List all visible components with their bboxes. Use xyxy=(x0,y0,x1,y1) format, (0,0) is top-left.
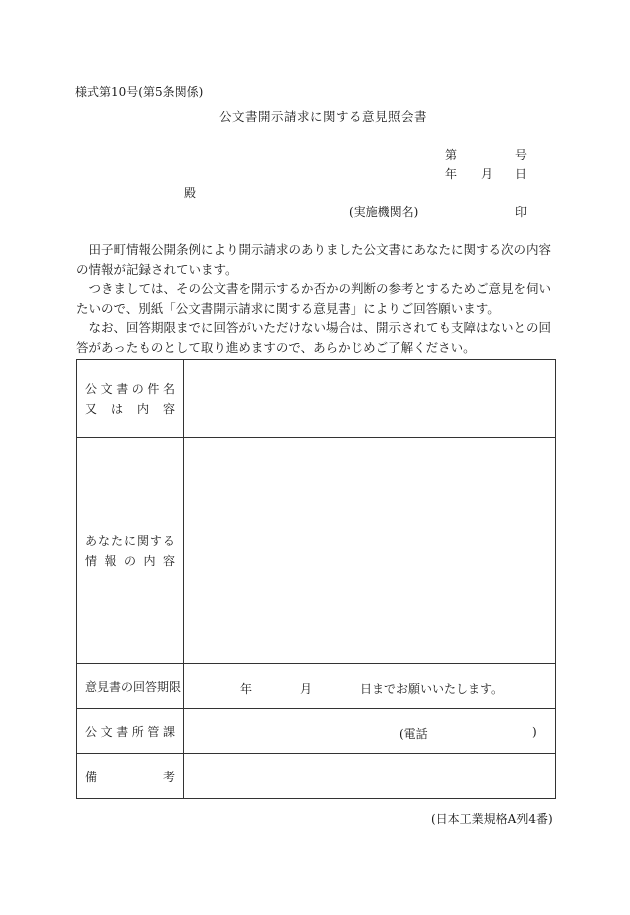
field-remarks[interactable] xyxy=(184,754,556,799)
label-line xyxy=(77,768,183,785)
deadline-day-text: 日までお願いいたします。 xyxy=(360,682,504,696)
paper-size-note: (日本工業規格A列4番) xyxy=(431,812,553,826)
label-info-content xyxy=(77,438,184,664)
label-char: る xyxy=(162,533,175,548)
label-document-subject xyxy=(77,360,184,438)
table-row-document-subject xyxy=(77,360,556,438)
label-char: 関 xyxy=(136,533,149,548)
label-line xyxy=(77,531,183,551)
deadline-year: 年 xyxy=(240,682,253,696)
label-char: 書 xyxy=(116,724,129,739)
label-char: 文 xyxy=(100,381,113,396)
label-char: 公 xyxy=(85,381,98,396)
field-department[interactable] xyxy=(184,709,556,754)
addressee-suffix: 殿 xyxy=(184,186,197,200)
body-paragraph-2: つきましては、その公文書を開示するか否かの判断の参考とするためご意見を伺いたいので、別紙「公文書開示請求に関する意見書」によりご回答願います。 xyxy=(76,281,552,316)
label-char: す xyxy=(149,533,162,548)
label-char: 備 xyxy=(85,769,98,784)
body-paragraph-3: なお、回答期限までに回答がいただけない場合は、開示されても支障はないとの回答があったものとして取り進めますので、あらかじめご了解ください。 xyxy=(76,320,552,355)
label-char: な xyxy=(97,533,110,548)
deadline-label: 意見書の回答期限 xyxy=(85,679,182,694)
label-char: 課 xyxy=(162,724,175,739)
table-row-deadline xyxy=(77,664,556,709)
label-char: 名 xyxy=(162,381,175,396)
field-document-subject[interactable] xyxy=(184,360,556,438)
label-line xyxy=(77,551,183,571)
date-day-label: 日 xyxy=(515,167,528,181)
label-char: 又 xyxy=(85,401,98,416)
label-char: に xyxy=(123,533,136,548)
label-char: 所 xyxy=(131,724,144,739)
label-char: た xyxy=(110,533,123,548)
inquiry-table xyxy=(76,359,556,799)
deadline-month: 月 xyxy=(300,682,313,696)
label-char: 内 xyxy=(143,553,156,568)
label-char: 情 xyxy=(85,553,98,568)
table-row-info-content xyxy=(77,438,556,664)
label-char: 公 xyxy=(85,724,98,739)
document-number-suffix: 号 xyxy=(515,148,528,162)
label-char: の xyxy=(131,381,144,396)
label-char: 報 xyxy=(104,553,117,568)
deadline-text xyxy=(184,664,555,708)
agency-name-label: (実施機関名) xyxy=(349,205,419,219)
label-char: 考 xyxy=(162,769,175,784)
document-title: 公文書開示請求に関する意見照会書 xyxy=(219,109,428,124)
document-number-prefix: 第 xyxy=(445,148,458,162)
label-char: 文 xyxy=(100,724,113,739)
phone-close: ) xyxy=(532,725,537,739)
seal-mark: 印 xyxy=(515,205,528,219)
label-char: 件 xyxy=(147,381,160,396)
date-month-label: 月 xyxy=(481,167,494,181)
body-text xyxy=(76,240,556,357)
label-char: あ xyxy=(85,533,98,548)
label-line xyxy=(77,379,183,399)
label-char: 容 xyxy=(162,401,175,416)
label-remarks xyxy=(77,754,184,799)
phone-area xyxy=(184,709,555,753)
table-row-remarks xyxy=(77,754,556,799)
label-char: 管 xyxy=(147,724,160,739)
field-deadline[interactable] xyxy=(184,664,556,709)
label-char: の xyxy=(123,553,136,568)
label-char: 容 xyxy=(162,553,175,568)
label-char: 内 xyxy=(136,401,149,416)
label-char: 書 xyxy=(116,381,129,396)
label-char: は xyxy=(110,401,123,416)
field-info-content[interactable] xyxy=(184,438,556,664)
phone-open: (電話 xyxy=(399,727,428,741)
label-department xyxy=(77,709,184,754)
label-line xyxy=(77,723,183,740)
form-number: 様式第10号(第5条関係) xyxy=(75,85,204,99)
body-paragraph-1: 田子町情報公開条例により開示請求のありました公文書にあなたに関する次の内容の情報が記録されています。 xyxy=(76,242,552,277)
label-deadline xyxy=(77,664,184,709)
table-row-department xyxy=(77,709,556,754)
date-year-label: 年 xyxy=(445,167,458,181)
label-line xyxy=(77,399,183,419)
